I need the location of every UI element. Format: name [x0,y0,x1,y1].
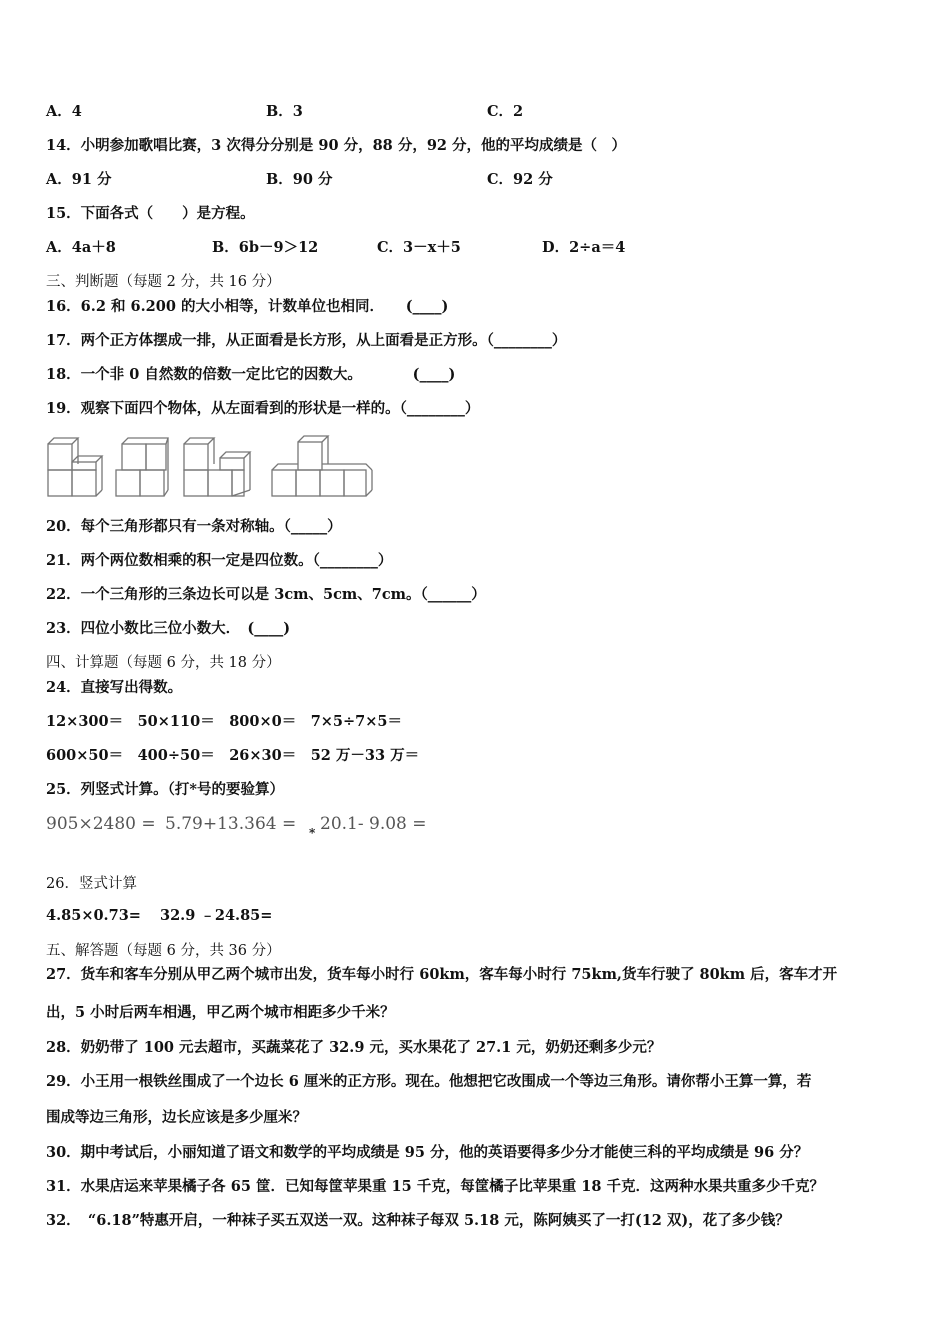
cube-figure-1 [48,438,102,496]
section-5-heading: 五、解答题（每题 6 分，共 36 分） [46,943,281,959]
question-28: 28．奶奶带了 100 元去超市，买蔬菜花了 32.9 元，买水果花了 27.1 元，奶奶还剩多少元？ [46,1039,662,1056]
q14-option-a: A．91 分 [46,171,112,188]
question-30: 30．期中考试后，小丽知道了语文和数学的平均成绩是 95 分，他的英语要得多少分才能使三科的平均成绩是 96 分？ [46,1144,809,1161]
cube-figures [46,432,376,500]
question-22: 22．一个三角形的三条边长可以是 3cm、5cm、7cm。（______） [46,586,486,603]
question-23: 23．四位小数比三位小数大． (____) [46,620,291,637]
q26-expression-2: 32.9 ﹣24.85= [160,907,273,924]
q24-row-2: 600×50＝ 400÷50＝ 26×30＝ 52 万－33 万＝ [46,747,420,764]
q15-option-d: D．2÷a＝4 [542,239,626,256]
cube-figure-3 [184,438,250,496]
q13-option-c: C．2 [487,103,524,120]
question-32: 32． “6.18”特惠开启，一种袜子买五双送一双。这种袜子每双 5.18 元，陈阿姨买了一打(12 双)，花了多少钱？ [46,1212,790,1229]
question-29-line-2: 围成等边三角形，边长应该是多少厘米？ [46,1109,307,1126]
q15-option-a: A．4a＋8 [46,239,116,256]
question-16: 16．6.2 和 6.200 的大小相等，计数单位也相同． (____) [46,298,449,315]
question-24: 24．直接写出得数。 [46,679,183,696]
question-17: 17．两个正方体摆成一排，从正面看是长方形，从上面看是正方形。（________） [46,332,567,349]
section-4-heading: 四、计算题（每题 6 分，共 18 分） [46,655,281,671]
q25-star-mark: * [309,826,316,840]
q15-option-c: C．3－x＋5 [377,239,461,256]
question-21: 21．两个两位数相乘的积一定是四位数。（________） [46,552,393,569]
question-27-line-2: 出，5 小时后两车相遇，甲乙两个城市相距多少千米？ [46,1004,395,1021]
cube-figure-2 [116,438,168,496]
q13-option-a: A．4 [46,103,82,120]
question-27-line-1: 27．货车和客车分别从甲乙两个城市出发，货车每小时行 60km，客车每小时行 75km,货车行驶了 80km 后，客车才开 [46,966,838,983]
q14-option-c: C．92 分 [487,171,553,188]
q26-expression-1: 4.85×0.73= [46,907,141,924]
q25-expression-3: 20.1- 9.08 = [320,814,427,834]
question-15: 15．下面各式（ ）是方程。 [46,205,255,222]
q25-expression-2: 5.79+13.364 = [165,814,297,834]
question-26: 26．竖式计算 [46,876,137,892]
q24-row-1: 12×300＝ 50×110＝ 800×0＝ 7×5÷7×5＝ [46,713,402,730]
question-18: 18．一个非 0 自然数的倍数一定比它的因数大。 (____) [46,366,456,383]
question-25: 25．列竖式计算。（打*号的要验算） [46,781,285,798]
question-14: 14．小明参加歌唱比赛，3 次得分分别是 90 分，88 分，92 分，他的平均成绩是（ ） [46,137,627,154]
section-3-heading: 三、判断题（每题 2 分，共 16 分） [46,274,281,290]
q25-expression-1: 905×2480 = [46,814,156,834]
cube-figure-4 [272,436,372,496]
question-20: 20．每个三角形都只有一条对称轴。（_____） [46,518,342,535]
q13-option-b: B．3 [266,103,303,120]
question-31: 31．水果店运来苹果橘子各 65 筐．已知每筐苹果重 15 千克，每筐橘子比苹果重 18 千克．这两种水果共重多少千克？ [46,1178,824,1195]
q14-option-b: B．90 分 [266,171,333,188]
question-29-line-1: 29．小王用一根铁丝围成了一个边长 6 厘米的正方形。现在。他想把它改围成一个等边三角形。请你帮小王算一算，若 [46,1073,812,1090]
q15-option-b: B．6b－9＞12 [212,239,319,256]
question-19: 19．观察下面四个物体，从左面看到的形状是一样的。（________） [46,400,480,417]
